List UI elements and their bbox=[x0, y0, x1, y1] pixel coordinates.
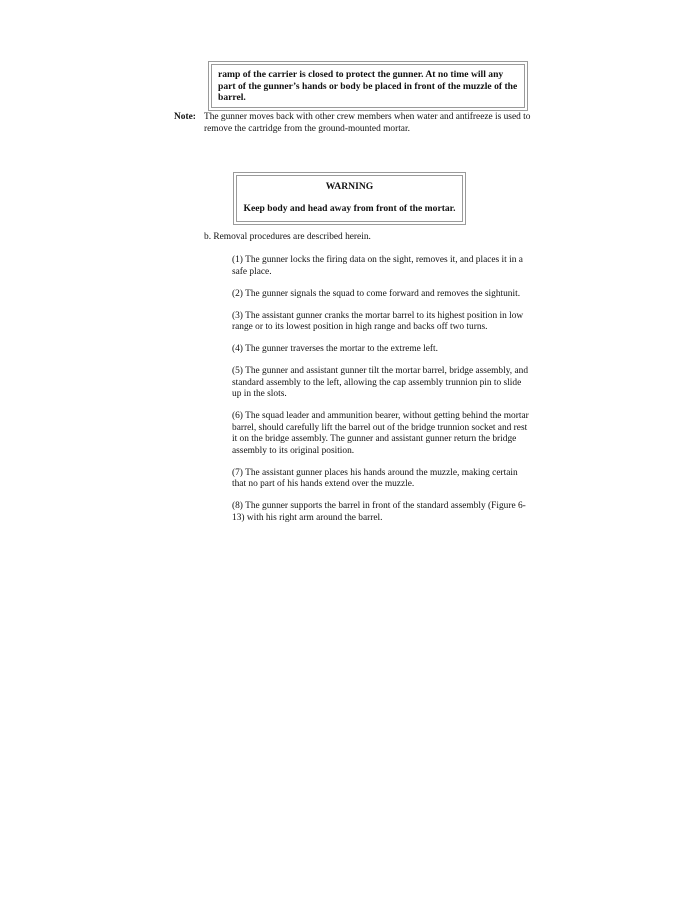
caution-box-text: ramp of the carrier is closed to protect the gunner. At no time will any part of the gunner’s hands or body be placed in front of the muzzle of the barrel. bbox=[218, 69, 518, 104]
warning-title: WARNING bbox=[325, 181, 374, 192]
procedure-step-2: (2) The gunner signals the squad to come forward and removes the sightunit. bbox=[232, 288, 521, 299]
procedure-step-4: (4) The gunner traverses the mortar to the extreme left. bbox=[232, 344, 438, 354]
warning-text: Keep body and head away from front of the mortar. bbox=[243, 202, 456, 214]
procedure-step-3: (3) The assistant gunner cranks the mortar barrel to its highest position in low range or to its lowest position in high range and backs off two turns. bbox=[232, 310, 524, 332]
warning-box bbox=[236, 175, 463, 222]
procedure-step-8: (8) The gunner supports the barrel in front of the standard assembly (Figure 6-13) with his right arm around the barrel. bbox=[232, 501, 526, 523]
caution-box-continued bbox=[211, 64, 525, 108]
procedure-step-5: (5) The gunner and assistant gunner tilt the mortar barrel, bridge assembly, and standard assembly to the left, allowing the cap assembly trunnion pin to slide up in the slots. bbox=[232, 366, 529, 399]
procedure-steps-list bbox=[232, 255, 532, 535]
procedure-step-6: (6) The squad leader and ammunition bearer, without getting behind the mortar barrel, should carefully lift the barrel out of the bridge trunnion socket and rest it on the bridge assembly. The gunner and assistant gunner return the bridge assembly to its original position. bbox=[232, 411, 529, 456]
note-block bbox=[174, 112, 534, 135]
procedure-step-1: (1) The gunner locks the firing data on the sight, removes it, and places it in a safe place. bbox=[232, 255, 523, 277]
procedure-step-7: (7) The assistant gunner places his hands around the muzzle, making certain that no part of his hands extend over the muzzle. bbox=[232, 467, 518, 489]
note-text: The gunner moves back with other crew members when water and antifreeze is used to remove the cartridge from the ground-mounted mortar. bbox=[204, 112, 531, 134]
note-label: Note: bbox=[174, 112, 196, 122]
section-heading: b. Removal procedures are described herein. bbox=[204, 232, 371, 242]
